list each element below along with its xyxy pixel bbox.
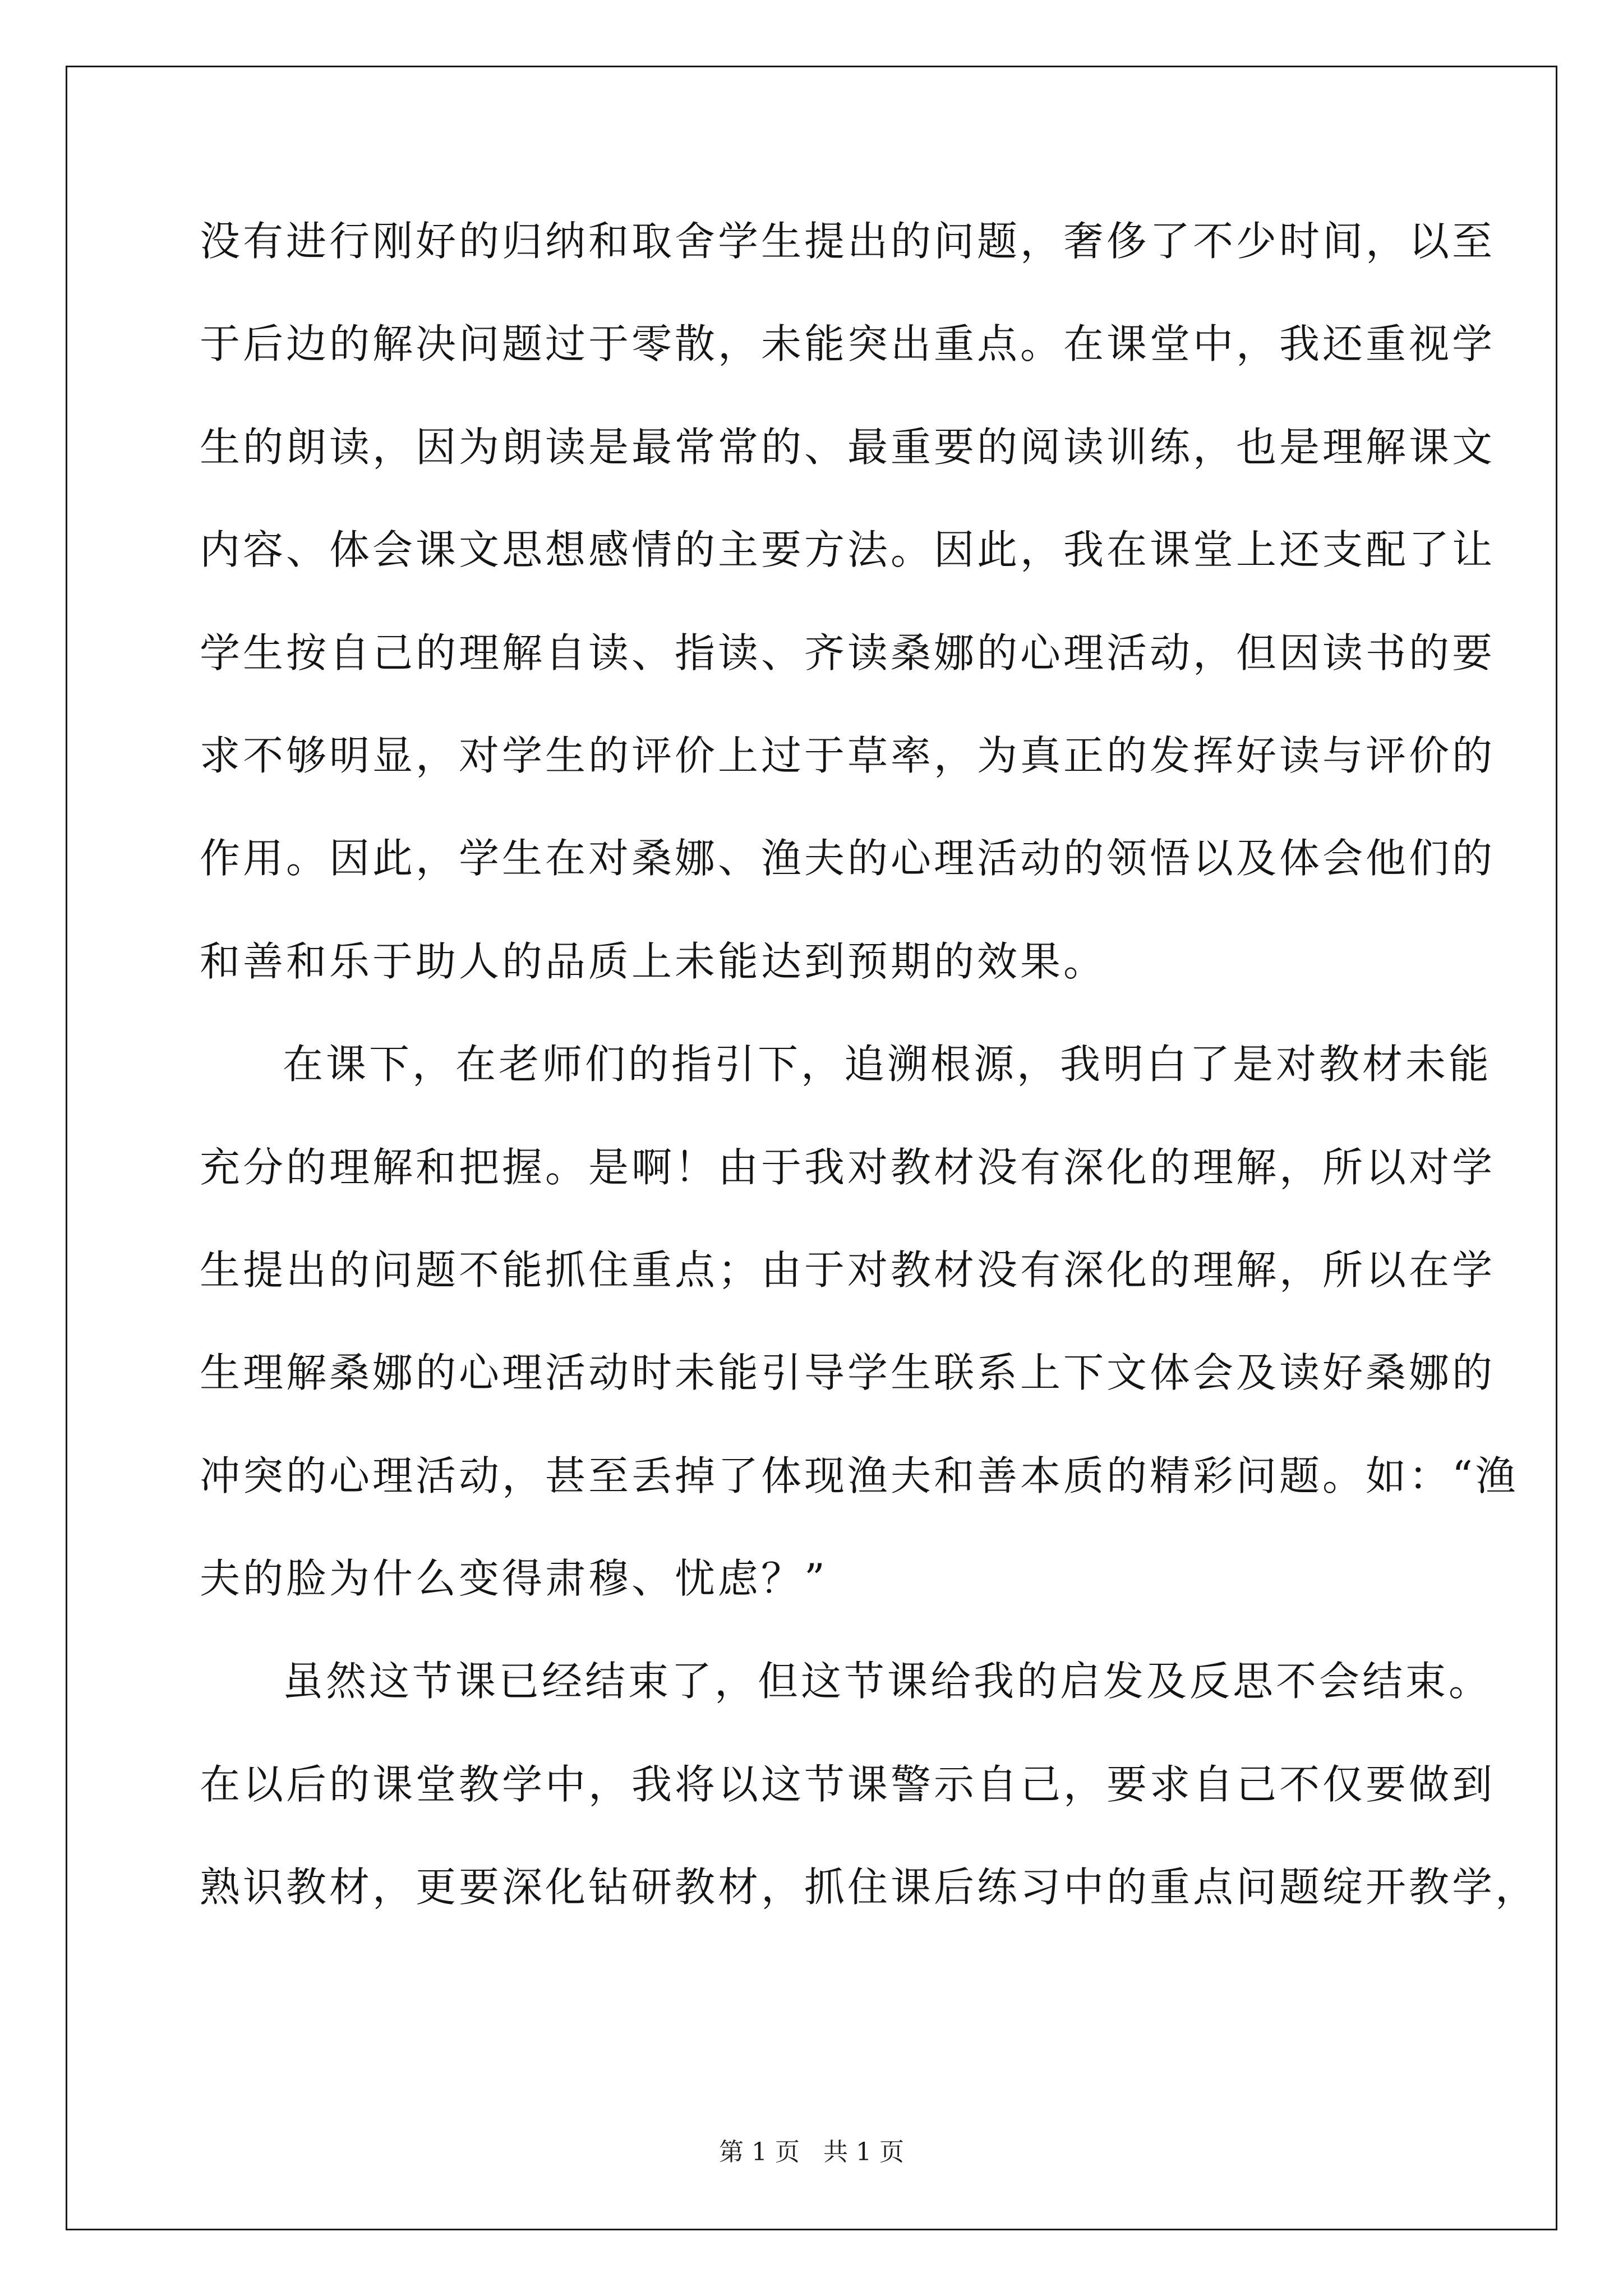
- text-line: 内容、体会课文思想感情的主要方法。因此，我在课堂上还支配了让: [200, 526, 1496, 574]
- text-line: 和善和乐于助人的品质上未能达到预期的效果。: [200, 937, 1107, 985]
- text-line: 于后边的解决问题过于零散，未能突出重点。在课堂中，我还重视学: [200, 320, 1496, 368]
- text-line: 生的朗读，因为朗读是最常常的、最重要的阅读训练，也是理解课文: [200, 423, 1496, 471]
- text-line: 生理解桑娜的心理活动时未能引导学生联系上下文体会及读好桑娜的: [200, 1349, 1496, 1397]
- text-line: 生提出的问题不能抓住重点；由于对教材没有深化的理解，所以在学: [200, 1246, 1496, 1294]
- text-line: 在以后的课堂教学中，我将以这节课警示自己，要求自己不仅要做到: [200, 1760, 1496, 1808]
- text-line: 没有进行刚好的归纳和取舍学生提出的问题，奢侈了不少时间，以至: [200, 218, 1496, 265]
- text-line: 学生按自己的理解自读、指读、齐读桑娜的心理活动，但因读书的要: [200, 629, 1496, 677]
- paragraph-start-line: 在课下，在老师们的指引下，追溯根源，我明白了是对教材未能: [283, 1041, 1492, 1088]
- text-line: 作用。因此，学生在对桑娜、渔夫的心理活动的领悟以及体会他们的: [200, 835, 1496, 882]
- text-line: 冲突的心理活动，甚至丢掉了体现渔夫和善本质的精彩问题。如：“渔: [200, 1452, 1519, 1499]
- text-line: 求不够明显，对学生的评价上过于草率，为真正的发挥好读与评价的: [200, 731, 1496, 779]
- text-line: 夫的脸为什么变得肃穆、忧虑？”: [200, 1555, 828, 1603]
- document-body: [200, 213, 1539, 1962]
- paragraph-start-line: 虽然这节课已经结束了，但这节课给我的启发及反思不会结束。: [283, 1658, 1492, 1705]
- text-line: 充分的理解和把握。是啊！由于我对教材没有深化的理解，所以对学: [200, 1143, 1496, 1191]
- page-footer: 第 1 页 共 1 页: [719, 2138, 904, 2166]
- text-line: 熟识教材，更要深化钻研教材，抓住课后练习中的重点问题绽开教学，: [200, 1864, 1539, 1911]
